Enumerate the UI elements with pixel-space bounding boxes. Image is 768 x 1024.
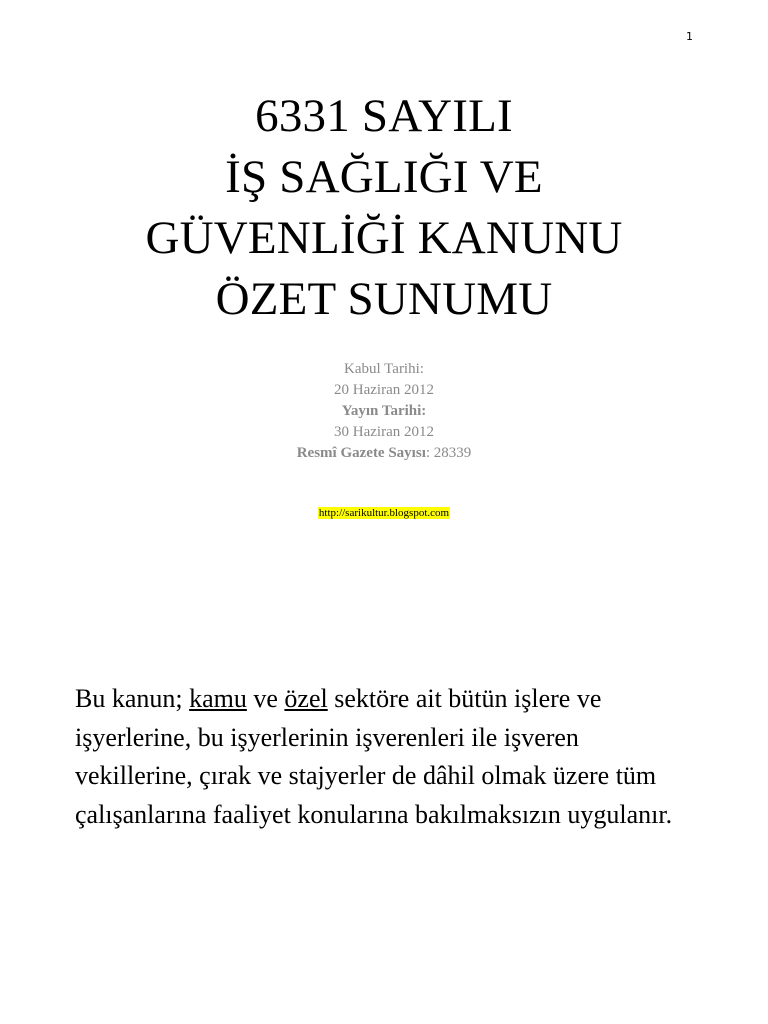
document-metadata <box>0 359 768 464</box>
title-line-3: GÜVENLİĞİ KANUNU <box>145 212 623 264</box>
blog-link[interactable]: http://sarikultur.blogspot.com <box>318 507 450 519</box>
document-title <box>0 86 768 330</box>
gazete-line <box>0 443 768 464</box>
title-line-2: İŞ SAĞLIĞI VE <box>225 151 543 203</box>
gazete-label: Resmî Gazete Sayısı <box>296 445 426 461</box>
body-text-part-2: ve <box>246 684 285 713</box>
body-text-part-3: sektöre ait bütün işlere ve işyerlerine, bu işyerlerinin işverenleri ile işveren vekillerine, çırak ve stajyerler de dâhil olmak üzere tüm çalışanlarına faaliyet konularına bakılmaksızın uygulanır. <box>75 684 673 829</box>
title-line-4: ÖZET SUNUMU <box>215 273 553 325</box>
yayin-date: 30 Haziran 2012 <box>334 424 434 440</box>
kabul-date: 20 Haziran 2012 <box>334 382 434 398</box>
kabul-label: Kabul Tarihi: <box>344 361 424 377</box>
gazete-number: : 28339 <box>425 445 472 461</box>
link-container <box>0 506 768 520</box>
body-text-part-1: Bu kanun; <box>75 684 190 713</box>
page-number: 1 <box>686 30 693 43</box>
body-kamu: kamu <box>189 684 247 713</box>
title-line-1: 6331 SAYILI <box>255 90 513 142</box>
body-ozel: özel <box>284 684 328 713</box>
yayin-label: Yayın Tarihi: <box>341 403 427 419</box>
body-paragraph <box>75 680 695 834</box>
